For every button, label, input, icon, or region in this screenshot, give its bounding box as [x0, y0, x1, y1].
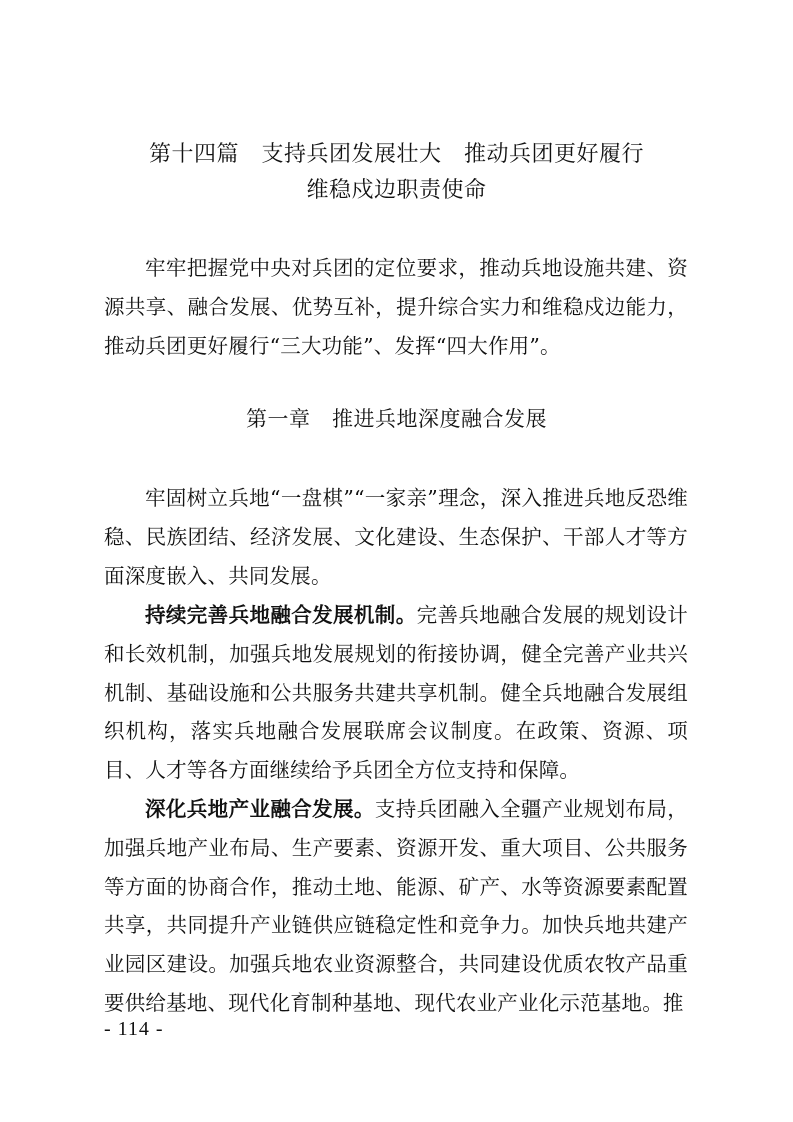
chapter-title: 第一章 推进兵地深度融合发展	[246, 407, 547, 431]
part-intro-paragraph: 牢牢把握党中央对兵团的定位要求，推动兵地设施共建、资源共享、融合发展、优势互补，提升综合实力和维稳戍边能力，推动兵团更好履行“三大功能”、发挥“四大作用”。	[104, 256, 688, 358]
page-number: - 114 -	[104, 1018, 164, 1040]
part-title-line-2: 维稳戍边职责使命	[306, 178, 487, 203]
section-paragraph-mechanism	[104, 596, 688, 790]
section-lead-mechanism: 持续完善兵地融合发展机制。	[145, 603, 417, 627]
part-title-line-1: 第十四篇 支持兵团发展壮大 推动兵团更好履行	[148, 142, 644, 167]
chapter-intro-paragraph: 牢固树立兵地“一盘棋”“一家亲”理念，深入推进兵地反恐维稳、民族团结、经济发展、文化建设、生态保护、干部人才等方面深度嵌入、共同发展。	[104, 486, 688, 588]
section-body-mechanism: 完善兵地融合发展的规划设计和长效机制，加强兵地发展规划的衔接协调，健全完善产业共兴机制、基础设施和公共服务共建共享机制。健全兵地融合发展组织机构，落实兵地融合发展联席会议制度。在政策、资源、项目、人才等各方面继续给予兵团全方位支持和保障。	[104, 603, 688, 783]
section-body-industry: 支持兵团融入全疆产业规划布局，加强兵地产业布局、生产要素、资源开发、重大项目、公共服务等方面的协商合作，推动土地、能源、矿产、水等资源要素配置共享，共同提升产业链供应链稳定性和竞争力。加快兵地共建产业园区建设。加强兵地农业资源整合，共同建设优质农牧产品重要供给基地、现代化育制种基地、现代农业产业化示范基地。推	[104, 797, 688, 1015]
section-paragraph-industry	[104, 790, 688, 1023]
section-lead-industry: 深化兵地产业融合发展。	[145, 797, 375, 821]
